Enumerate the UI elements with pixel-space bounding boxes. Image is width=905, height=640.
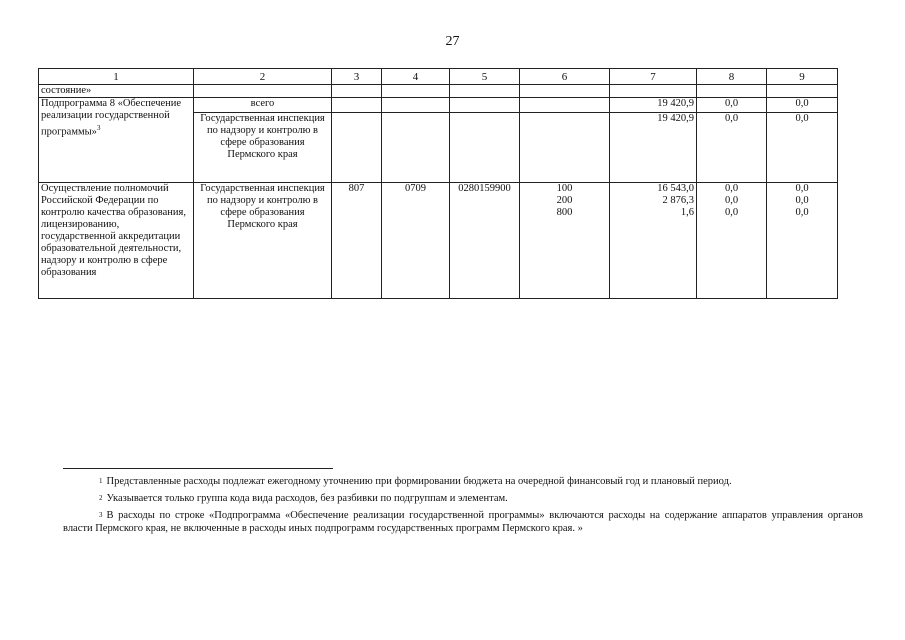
header-cell: 8 <box>697 69 767 85</box>
cell-subprogram-name: Подпрограмма 8 «Обеспечение реализации государственной программы»$^3$ <box>39 98 194 183</box>
header-cell: 6 <box>520 69 610 85</box>
cell-activity-name: Осуществление полномочий Российской Федерации по контролю качества образования, лицензированию, государственной аккредитации образовательной деятельности, надзору и контролю в сфере образования <box>39 183 194 299</box>
footnotes <box>63 475 863 539</box>
page-number: 27 <box>445 34 460 49</box>
cell-amounts: 0,0 0,0 0,0 <box>697 183 767 299</box>
cell-admin-code: 807 <box>332 183 382 299</box>
footnote-divider <box>63 468 333 469</box>
budget-table <box>38 68 838 299</box>
cell-amount: 19 420,9 <box>610 98 697 113</box>
cell-section-code: 0709 <box>382 183 450 299</box>
cell-target-code: 0280159900 <box>450 183 520 299</box>
footnote-1: $^1$ Представленные расходы подлежат ежегодному уточнению при формировании бюджета на очередной финансовый год и плановый период. <box>99 476 732 487</box>
cell-expense-type-codes: 100 200 800 <box>520 183 610 299</box>
cell-name: состояние» <box>39 85 194 98</box>
cell-total-label: всего <box>194 98 332 113</box>
cell-amount: 19 420,9 <box>610 113 697 183</box>
table-row-continuation <box>39 85 838 98</box>
cell-amounts: 0,0 0,0 0,0 <box>767 183 838 299</box>
table-row-subprogram-total <box>39 98 838 113</box>
cell-executor: Государственная инспекция по надзору и контролю в сфере образования Пермского края <box>194 183 332 299</box>
header-cell: 5 <box>450 69 520 85</box>
header-cell: 2 <box>194 69 332 85</box>
cell-executor: Государственная инспекция по надзору и контролю в сфере образования Пермского края <box>194 113 332 183</box>
header-cell: 4 <box>382 69 450 85</box>
cell-amount: 0,0 <box>697 98 767 113</box>
header-cell: 7 <box>610 69 697 85</box>
table-row-activity <box>39 183 838 299</box>
header-cell: 9 <box>767 69 838 85</box>
cell-amount: 0,0 <box>767 113 838 183</box>
cell-amount: 0,0 <box>697 113 767 183</box>
cell-amounts: 16 543,0 2 876,3 1,6 <box>610 183 697 299</box>
footnote-3: $^3$ В расходы по строке «Подпрограмма «Обеспечение реализации государственной программы» включаются расходы на содержание аппаратов управления органов власти Пермского края, не включенные в расходы иных подпрограмм государственных программ Пермского края. » <box>63 510 863 534</box>
footnote-2: $^2$ Указывается только группа кода вида расходов, без разбивки по подгруппам и элементам. <box>99 493 508 504</box>
header-cell: 3 <box>332 69 382 85</box>
cell-amount: 0,0 <box>767 98 838 113</box>
table-header-row <box>39 69 838 85</box>
header-cell: 1 <box>39 69 194 85</box>
